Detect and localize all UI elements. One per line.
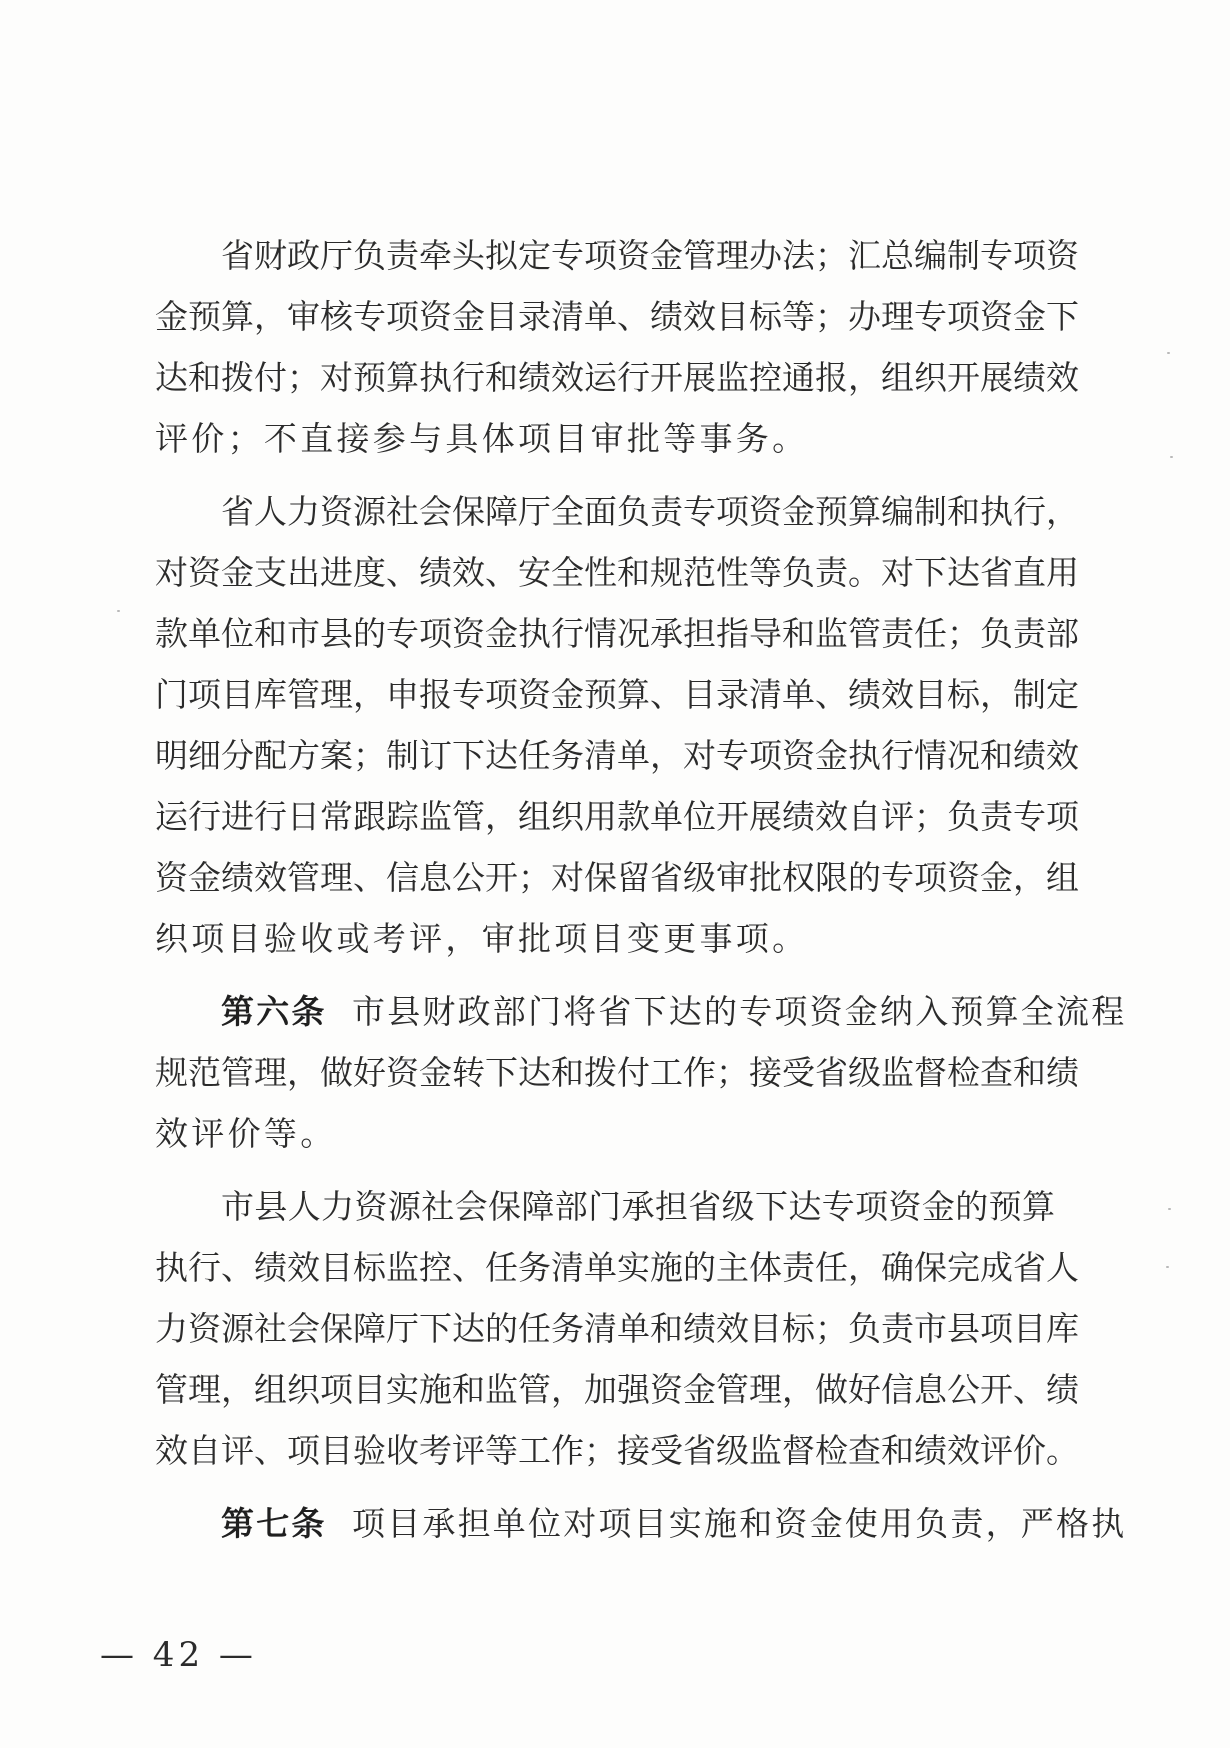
text-line [155,981,1127,1042]
article-text: 项目承担单位对项目实施和资金使用负责，严格执 [352,1504,1127,1543]
text-line: 力资源社会保障厅下达的任务清单和绩效目标；负责市县项目库 [155,1309,1079,1348]
text-line: 管理，组织项目实施和监管，加强资金管理，做好信息公开、绩 [155,1370,1079,1409]
text-line: 达和拨付；对预算执行和绩效运行开展监控通报，组织开展绩效 [155,358,1079,397]
article-heading: 第七条 [221,1504,327,1543]
text-line: 金预算，审核专项资金目录清单、绩效目标等；办理专项资金下 [155,297,1079,336]
scan-speck [117,610,120,612]
document-body [155,225,1127,1554]
scan-speck [1168,1208,1171,1210]
text-line: 运行进行日常跟踪监管，组织用款单位开展绩效自评；负责专项 [155,797,1079,836]
text-line: 款单位和市县的专项资金执行情况承担指导和监管责任；负责部 [155,614,1079,653]
text-line: 织项目验收或考评，审批项目变更事项。 [155,919,809,958]
text-line: 门项目库管理，申报专项资金预算、目录清单、绩效目标，制定 [155,675,1079,714]
text-line: 市县人力资源社会保障部门承担省级下达专项资金的预算 [221,1187,1055,1226]
text-line: 明细分配方案；制订下达任务清单，对专项资金执行情况和绩效 [155,736,1079,775]
text-line: 省财政厅负责牵头拟定专项资金管理办法；汇总编制专项资 [221,236,1079,275]
article-paragraph [155,981,1127,1164]
article-heading: 第六条 [221,992,327,1031]
scan-speck [1166,1266,1169,1268]
text-line: 评价；不直接参与具体项目审批等事务。 [155,419,809,458]
paragraph [155,1176,1079,1481]
article-text: 市县财政部门将省下达的专项资金纳入预算全流程 [352,992,1127,1031]
paragraph [155,481,1079,969]
scan-speck [1170,456,1173,458]
page-number: — 42 — [100,1635,257,1675]
scan-speck [1167,352,1170,354]
text-line: 效评价等。 [155,1114,337,1153]
text-line: 规范管理，做好资金转下达和拨付工作；接受省级监督检查和绩 [155,1053,1079,1092]
text-line: 执行、绩效目标监控、任务清单实施的主体责任，确保完成省人 [155,1248,1079,1287]
article-paragraph [155,1493,1127,1554]
text-line: 资金绩效管理、信息公开；对保留省级审批权限的专项资金，组 [155,858,1079,897]
text-line: 效自评、项目验收考评等工作；接受省级监督检查和绩效评价。 [155,1431,1079,1470]
paragraph [155,225,1079,469]
text-line: 对资金支出进度、绩效、安全性和规范性等负责。对下达省直用 [155,553,1079,592]
text-line: 省人力资源社会保障厅全面负责专项资金预算编制和执行， [221,492,1079,531]
text-line [155,1493,1127,1554]
